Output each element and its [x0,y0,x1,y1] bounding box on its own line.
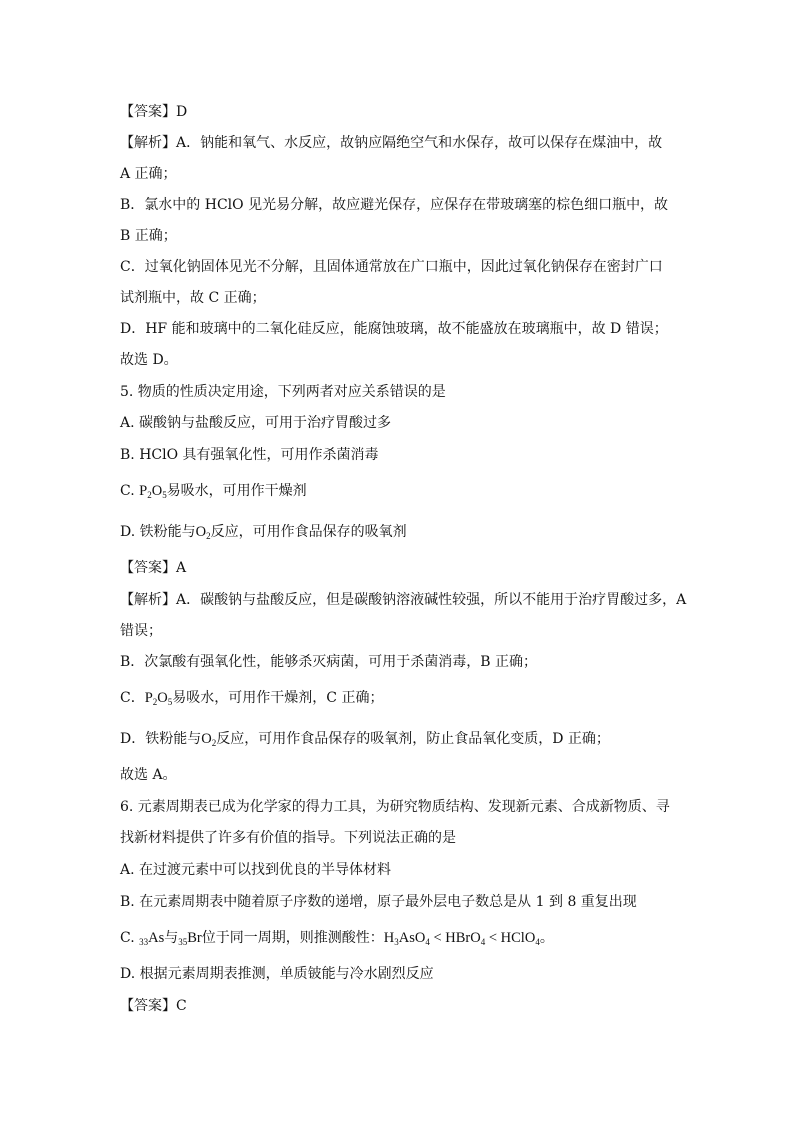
analysis-line: 【解析】A．钠能和氧气、水反应，故钠应隔绝空气和水保存，故可以保存在煤油中，故 [120,135,663,151]
answer-label-q4: 【答案】D [120,104,188,120]
question-6-option-c: C. $_{33}$As与$_{35}$Br位于同一周期，则推测酸性：$H_3AsO_4$ < HBrO$_4$ < HClO$_4$。 [120,930,554,947]
analysis-conclusion: 故选 A。 [120,767,177,783]
question-6-stem: 6. 元素周期表已成为化学家的得力工具，为研究物质结构、发现新元素、合成新物质、寻 [120,799,670,815]
question-5-option-a: A. 碳酸钠与盐酸反应，可用于治疗胃酸过多 [120,415,392,431]
analysis-line: A 正确； [120,166,177,182]
answer-label-q5: 【答案】A [120,560,187,576]
question-6-option-b: B. 在元素周期表中随着原子序数的递增，原子最外层电子数总是从 1 到 8 重复出现 [120,894,637,910]
analysis-line: D．HF 能和玻璃中的二氧化硅反应，能腐蚀玻璃，故不能盛放在玻璃瓶中，故 D 错误； [120,321,668,337]
question-6-option-d: D. 根据元素周期表推测，单质铍能与冷水剧烈反应 [120,966,434,982]
question-5-option-b: B. HClO 具有强氧化性，可用作杀菌消毒 [120,447,379,463]
analysis-line: B．氯水中的 HClO 见光易分解，故应避光保存，应保存在带玻璃塞的棕色细口瓶中，故 [120,197,669,213]
analysis-line: 错误； [120,623,162,639]
analysis-line: B．次氯酸有强氧化性，能够杀灭病菌，可用于杀菌消毒，B 正确； [120,654,538,670]
answer-label-q6: 【答案】C [120,998,187,1014]
question-6-stem: 找新材料提供了许多有价值的指导。下列说法正确的是 [120,830,456,846]
analysis-line: C．过氧化钠固体见光不分解，且固体通常放在广口瓶中，因此过氧化钠保存在密封广口 [120,259,663,275]
analysis-line: C．$P_2O_5$易吸水，可用作干燥剂，C 正确； [120,690,384,707]
analysis-conclusion: 故选 D。 [120,352,178,368]
question-5-stem: 5. 物质的性质决定用途，下列两者对应关系错误的是 [120,384,446,400]
question-5-option-d: D. 铁粉能与$O_2$反应，可用作食品保存的吸氧剂 [120,524,407,541]
question-6-option-a: A. 在过渡元素中可以找到优良的半导体材料 [120,862,392,878]
analysis-line: 【解析】A．碳酸钠与盐酸反应，但是碳酸钠溶液碱性较强，所以不能用于治疗胃酸过多，A [120,592,687,608]
analysis-line: D．铁粉能与$O_2$反应，可用作食品保存的吸氧剂，防止食品氧化变质，D 正确； [120,731,610,748]
analysis-line: B 正确； [120,228,177,244]
analysis-line: 试剂瓶中，故 C 正确； [120,290,266,306]
question-5-option-c: C. $P_2O_5$易吸水，可用作干燥剂 [120,483,307,500]
